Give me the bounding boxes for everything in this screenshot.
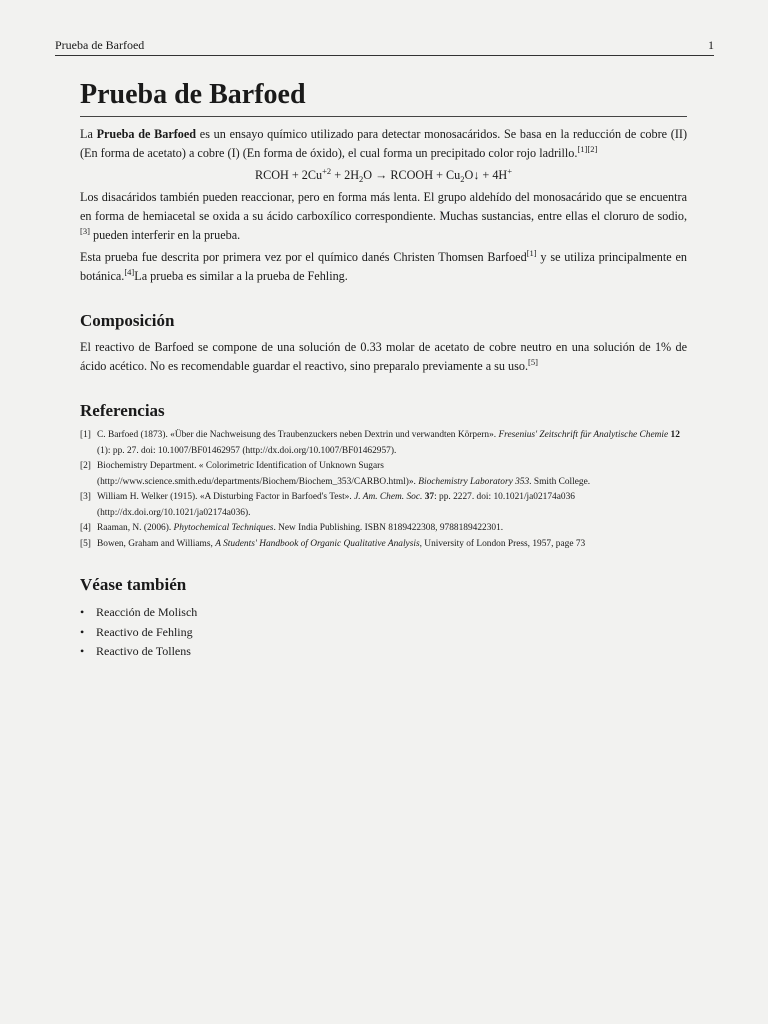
reference-text: , University of London Press, 1957, page 73 bbox=[419, 538, 586, 549]
reference-text: C. Barfoed (1873). «Über die Nachweisung des Traubenzuckers neben Dextrin und verwandten Körpern». bbox=[97, 430, 499, 440]
equation-part: + 2H bbox=[331, 168, 360, 182]
reference-journal: Biochemistry Laboratory 353 bbox=[418, 476, 530, 487]
reference-text: Bowen, Graham and Williams, bbox=[97, 538, 216, 549]
reference-doi-link[interactable]: (1): pp. 27. doi: 10.1007/BF01462957 (http://dx.doi.org/10.1007/BF01462957). bbox=[97, 445, 397, 456]
composicion-paragraph bbox=[80, 338, 687, 376]
article-body bbox=[80, 78, 687, 662]
running-header bbox=[55, 38, 714, 56]
see-also-link[interactable]: Reactivo de Tollens bbox=[96, 644, 191, 658]
see-also-link[interactable]: Reacción de Molisch bbox=[96, 605, 198, 619]
reference-text: . Smith College. bbox=[529, 476, 591, 487]
intro-text: Los disacáridos también pueden reaccionar, pero en forma más lenta. El grupo aldehído del monosacárido que se encuentra en forma de hemiacetal se oxida a su ácido carboxílico correspondiente. Muchas sustancias, entre ellas el cloruro de sodio, bbox=[80, 190, 687, 223]
intro-text: y se utiliza principalmente en botánica. bbox=[80, 250, 687, 283]
citation-link[interactable]: [5] bbox=[528, 357, 538, 367]
article-title: Prueba de Barfoed bbox=[80, 78, 687, 117]
citation-link[interactable]: [1] bbox=[526, 248, 537, 258]
equation-part: O↓ + 4H bbox=[464, 168, 508, 182]
reference-title: A Students' Handbook of Organic Qualitative Analysis bbox=[215, 538, 420, 549]
intro-paragraph-2 bbox=[80, 188, 687, 245]
references-list bbox=[80, 428, 687, 552]
reference-item bbox=[80, 459, 687, 490]
reference-number: [1] bbox=[80, 430, 91, 440]
page-number: 1 bbox=[708, 38, 714, 52]
see-also-link[interactable]: Reactivo de Fehling bbox=[96, 624, 193, 639]
equation-part: O → RCOOH + Cu bbox=[363, 168, 461, 182]
section-heading-composicion: Composición bbox=[80, 311, 175, 330]
intro-text: La prueba es similar a la prueba de Fehling. bbox=[134, 269, 348, 283]
equation-part: RCOH + 2Cu bbox=[254, 168, 323, 182]
see-also-item bbox=[80, 642, 687, 662]
reference-number: [5] bbox=[80, 538, 91, 549]
reference-number: [2] bbox=[80, 461, 91, 471]
reference-text: . New India Publishing. ISBN 8189422308, 9788189422301. bbox=[273, 523, 504, 533]
reference-item bbox=[80, 490, 687, 521]
citation-link[interactable]: [4] bbox=[124, 267, 135, 277]
intro-paragraph-1 bbox=[80, 125, 687, 163]
intro-text: pueden interferir en la prueba. bbox=[89, 228, 241, 242]
intro-text: La bbox=[80, 127, 97, 141]
section-heading-vease-tambien: Véase también bbox=[80, 575, 187, 594]
see-also-list bbox=[80, 603, 687, 662]
reference-title: Phytochemical Techniques bbox=[173, 523, 274, 533]
intro-text: Esta prueba fue descrita por primera vez por el químico danés Christen Thomsen Barfoed bbox=[80, 250, 527, 264]
reference-item bbox=[80, 537, 687, 553]
reference-doi-link[interactable]: : pp. 2227. doi: 10.1021/ja02174a036 (http://dx.doi.org/10.1021/ja02174a036). bbox=[97, 492, 575, 518]
composicion-text: El reactivo de Barfoed se compone de una solución de 0.33 molar de acetato de cobre neutro en una solución de 1% de ácido acético. No es recomendable guardar el reactivo, sino preparalo previamente a su uso. bbox=[80, 340, 687, 373]
intro-bold-term: Prueba de Barfoed bbox=[96, 127, 197, 141]
reference-link[interactable]: Biochemistry Department. « Colorimetric Identification of Unknown Sugars (http://www.science.smith.edu/departments/Biochem/Biochem_353/CARBO.html)». bbox=[97, 461, 419, 487]
equation-subscript: 2 bbox=[359, 174, 364, 184]
reference-text: William H. Welker (1915). «A Disturbing Factor in Barfoed's Test». bbox=[97, 492, 355, 502]
reference-volume: 37 bbox=[424, 492, 435, 502]
section-heading-referencias: Referencias bbox=[80, 401, 165, 420]
equation-subscript: 2 bbox=[460, 174, 465, 184]
reference-number: [4] bbox=[80, 523, 91, 533]
equation-superscript: +2 bbox=[322, 166, 332, 176]
reference-volume: 12 bbox=[670, 430, 680, 440]
reference-journal: Fresenius' Zeitschrift für Analytische Chemie bbox=[498, 430, 669, 440]
intro-text: es un ensayo químico utilizado para detectar monosacáridos. Se basa en la reducción de cobre (II) (En forma de acetato) a cobre (I) (En forma de óxido), el cual forma un precipitado color rojo ladrillo. bbox=[80, 127, 688, 160]
reference-number: [3] bbox=[80, 492, 91, 502]
intro-paragraph-3 bbox=[80, 248, 687, 286]
citation-link[interactable]: [1][2] bbox=[577, 144, 598, 154]
reference-journal: J. Am. Chem. Soc. bbox=[354, 492, 423, 502]
chemical-equation bbox=[80, 166, 687, 185]
citation-link[interactable]: [3] bbox=[80, 226, 90, 236]
reference-item bbox=[80, 428, 687, 459]
running-header-title: Prueba de Barfoed bbox=[55, 38, 145, 52]
see-also-item bbox=[80, 623, 687, 643]
reference-text: Raaman, N. (2006). bbox=[97, 523, 174, 533]
reference-item bbox=[80, 521, 687, 537]
equation-superscript: + bbox=[507, 166, 513, 176]
see-also-item bbox=[80, 603, 687, 623]
